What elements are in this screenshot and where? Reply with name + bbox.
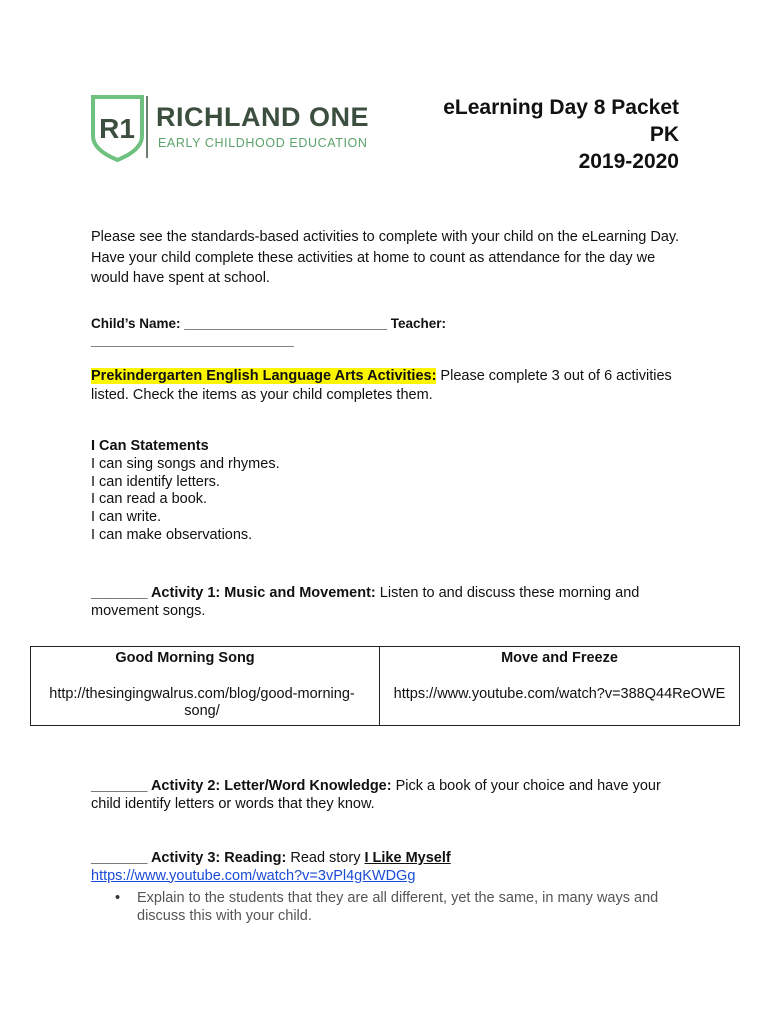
activity-3-title: Activity 3: Reading: bbox=[150, 850, 287, 866]
songs-table bbox=[30, 646, 740, 726]
shield-logo-icon bbox=[90, 94, 154, 162]
activity-2-title: Activity 2: Letter/Word Knowledge: bbox=[150, 778, 392, 794]
i-can-heading: I Can Statements bbox=[91, 438, 209, 454]
activity-2-text: Pick a book of your choice and have your child identify letters or words that they know. bbox=[91, 778, 661, 812]
activity-3-blank: _______ bbox=[91, 850, 151, 866]
ela-heading: Prekindergarten English Language Arts Activities: bbox=[91, 368, 437, 384]
activity-1-title: Activity 1: Music and Movement: bbox=[150, 585, 376, 601]
i-can-item: I can sing songs and rhymes. bbox=[91, 455, 280, 472]
story-title: I Like Myself bbox=[364, 850, 451, 866]
move-and-freeze-link[interactable]: https://www.youtube.com/watch?v=388Q44ReOWE bbox=[393, 686, 726, 702]
table-cell bbox=[380, 647, 740, 726]
title-line-3: 2019-2020 bbox=[578, 150, 679, 173]
activity-2-blank: _______ bbox=[91, 778, 151, 794]
intro-paragraph: Please see the standards-based activities to complete with your child on the eLearning Day. Have your child complete these activities at home to count as attendance for the day we would have spent at school. bbox=[91, 229, 680, 286]
activity-1-blank: _______ bbox=[91, 585, 151, 601]
activity-3-bullet bbox=[115, 889, 685, 925]
i-can-item: I can write. bbox=[91, 509, 162, 526]
activity-2 bbox=[91, 778, 681, 813]
activity-3-text: Read story bbox=[286, 850, 365, 866]
story-video-link[interactable]: https://www.youtube.com/watch?v=3vPl4gKWDGg bbox=[91, 867, 416, 884]
teacher-name-line: ___________________________ bbox=[91, 333, 294, 348]
activity-1 bbox=[91, 585, 681, 620]
logo-subtitle: EARLY CHILDHOOD EDUCATION bbox=[158, 136, 368, 150]
richland-one-logo bbox=[90, 94, 400, 164]
song-header-move-and-freeze: Move and Freeze bbox=[501, 650, 618, 666]
ela-instructions bbox=[91, 367, 681, 404]
table-row bbox=[31, 647, 740, 726]
logo-divider bbox=[146, 96, 148, 158]
i-can-item: I can make observations. bbox=[91, 526, 253, 543]
i-can-statements bbox=[91, 438, 280, 545]
title-line-1: eLearning Day 8 Packet bbox=[443, 96, 679, 119]
i-can-item: I can identify letters. bbox=[91, 473, 220, 490]
table-cell bbox=[31, 647, 380, 726]
activity-1-text: Listen to and discuss these morning and movement songs. bbox=[91, 585, 640, 619]
child-name-field: Child’s Name: ___________________________ Teacher: bbox=[91, 316, 447, 331]
logo-mark-text: R1 bbox=[99, 113, 135, 144]
ela-text: Please complete 3 out of 6 activities listed. Check the items as your child completes them. bbox=[91, 368, 672, 403]
i-can-item: I can read a book. bbox=[91, 491, 208, 508]
song-header-good-morning: Good Morning Song bbox=[115, 650, 255, 666]
packet-title bbox=[443, 94, 679, 175]
bullet-text: Explain to the students that they are all different, yet the same, in many ways and discuss this with your child. bbox=[137, 890, 659, 924]
good-morning-song-link[interactable]: http://thesingingwalrus.com/blog/good-morning-song/ bbox=[49, 686, 355, 719]
bullet-point: • bbox=[115, 890, 121, 906]
logo-name: RICHLAND ONE bbox=[156, 102, 369, 132]
title-line-2: PK bbox=[649, 123, 679, 146]
activity-3 bbox=[91, 850, 681, 885]
